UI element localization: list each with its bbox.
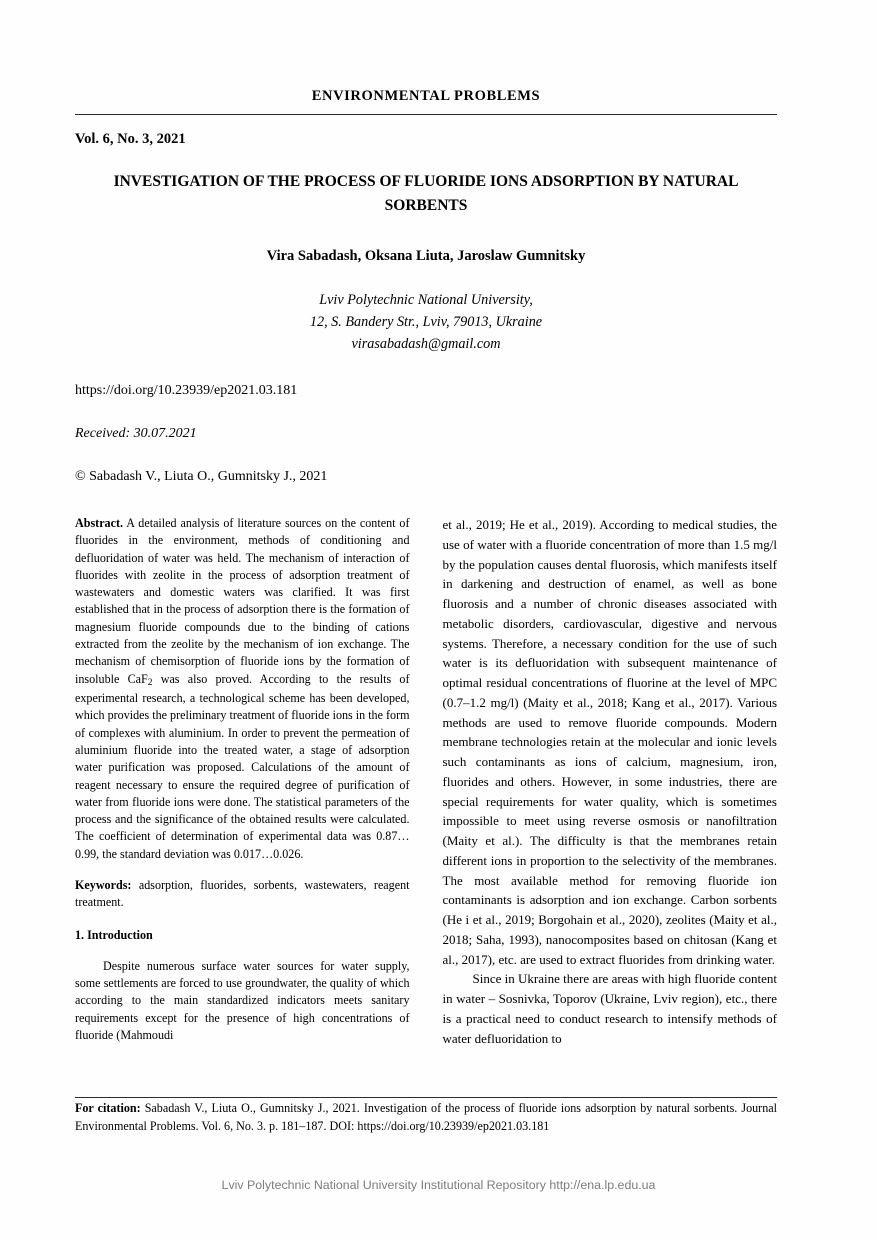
- page-content: [75, 0, 777, 1048]
- repository-footer[interactable]: Lviv Polytechnic National University Institutional Repository http://ena.lp.edu.ua: [221, 1178, 656, 1192]
- abstract-text-part-2: was also proved. According to the results of experimental research, a technological scheme has been developed, which provides the preliminary treatment of fluoride ions in the form of complexes with aluminium. In order to prevent the permeation of aluminium fluoride into the treated water, a stage of adsorption water purification was proposed. Calculations of the amount of reagent necessary to ensure the required degree of purification of water from fluoride ions were done. The statistical parameters of the process and the significance of the obtained results were calculated. The coefficient of determination of experimental data was 0.87…0.99, the standard deviation was 0.017…0.026.: [75, 671, 410, 861]
- header-divider: [75, 114, 777, 115]
- keywords-label: Keywords:: [75, 877, 132, 892]
- author-email[interactable]: virasabadash@gmail.com: [351, 336, 501, 353]
- citation-block: [75, 1100, 777, 1135]
- affiliation-line-2: 12, S. Bandery Str., Lviv, 79013, Ukraine: [309, 314, 543, 331]
- body-columns: [75, 515, 777, 1048]
- volume-issue-line: Vol. 6, No. 3, 2021: [75, 131, 186, 147]
- journal-title: ENVIRONMENTAL PROBLEMS: [311, 88, 541, 104]
- affiliation-line-1: Lviv Polytechnic National University,: [319, 292, 533, 309]
- keywords-paragraph: [75, 877, 410, 912]
- received-date: Received: 30.07.2021: [75, 426, 197, 442]
- intro-paragraph-2: Since in Ukraine there are areas with high fluoride content in water – Sosnivka, Toporov (Ukraine, Lviv region), etc., there is a practical need to conduct research to intensify methods of water defluoridation to: [442, 971, 777, 1046]
- intro-paragraph-1-continued: et al., 2019; He et al., 2019). According to medical studies, the use of water with a fluoride concentration of more than 1.5 mg/l by the population causes dental fluorosis, which manifests itself in darkening and destruction of enamel, as well as bone fluorosis and a number of chronic diseases associated with metabolic disorders, cardiovascular, digestive and nervous systems. Therefore, a necessary condition for the use of such water is its defluoridation with subsequent maintenance of optimal residual concentrations of fluorine at the level of MPC (0.7–1.2 mg/l) (Maity et al., 2018; Kang et al., 2017). Various methods are used to remove fluoride compounds. Modern membrane technologies retain at the molecular and ionic levels such contaminants as ions of calcium, magnesium, iron, fluorides and others. However, in some industries, there are special requirements for water quality, which is sometimes impossible to meet using reverse osmosis or nanofiltration (Maity et al.). The difficulty is that the membranes retain different ions in proportion to the selectivity of the membranes. The most available method for removing fluoride ion contaminants is adsorption and ion exchange. Carbon sorbents (He i et al., 2019; Borgohain et al., 2020), zeolites (Maity et al., 2018; Saha, 1993), nanocomposites based on chitosan (Kang et al., 2017), etc. are used to extract fluorides from drinking water.: [442, 517, 777, 967]
- citation-label: For citation:: [75, 1101, 141, 1115]
- column-left: [75, 515, 410, 1048]
- citation-text: Sabadash V., Liuta O., Gumnitsky J., 2021. Investigation of the process of fluoride ions adsorption by natural sorbents. Journal Environmental Problems. Vol. 6, No. 3. p. 181–187. DOI: https://doi.org/10.23939/ep2021.03.181: [75, 1101, 777, 1133]
- affiliation-block: [75, 289, 777, 355]
- footer-divider: [75, 1097, 777, 1098]
- section-heading-introduction: 1. Introduction: [75, 928, 153, 943]
- article-authors: Vira Sabadash, Oksana Liuta, Jaroslaw Gumnitsky: [266, 248, 586, 265]
- abstract-paragraph: [75, 515, 410, 863]
- abstract-subscript: 2: [147, 677, 153, 688]
- copyright-line: © Sabadash V., Liuta O., Gumnitsky J., 2021: [75, 469, 328, 485]
- keywords-text: adsorption, fluorides, sorbents, wastewaters, reagent treatment.: [75, 877, 410, 910]
- doi-link[interactable]: https://doi.org/10.23939/ep2021.03.181: [75, 383, 298, 399]
- column-right: [443, 515, 778, 1048]
- article-title: INVESTIGATION OF THE PROCESS OF FLUORIDE IONS ADSORPTION BY NATURAL SORBENTS: [113, 173, 739, 215]
- intro-paragraph-1: Despite numerous surface water sources for water supply, some settlements are forced to use groundwater, the quality of which according to the main standardized indicators meets sanitary requirements except for the presence of high concentrations of fluoride (Mahmoudi: [75, 958, 410, 1042]
- abstract-text-part-1: A detailed analysis of literature sources on the content of fluorides in the environment, methods of conditioning and defluoridation of water was held. The mechanism of interaction of fluorides with zeolite in the process of adsorption treatment of wastewaters and domestic waters was clarified. It was first established that in the process of adsorption there is the formation of magnesium fluoride compounds due to the binding of cations extracted from the zeolite by the mechanism of ion exchange. The mechanism of chemisorption of fluoride ions by the formation of insoluble CaF: [75, 516, 410, 686]
- abstract-label: Abstract.: [75, 516, 124, 531]
